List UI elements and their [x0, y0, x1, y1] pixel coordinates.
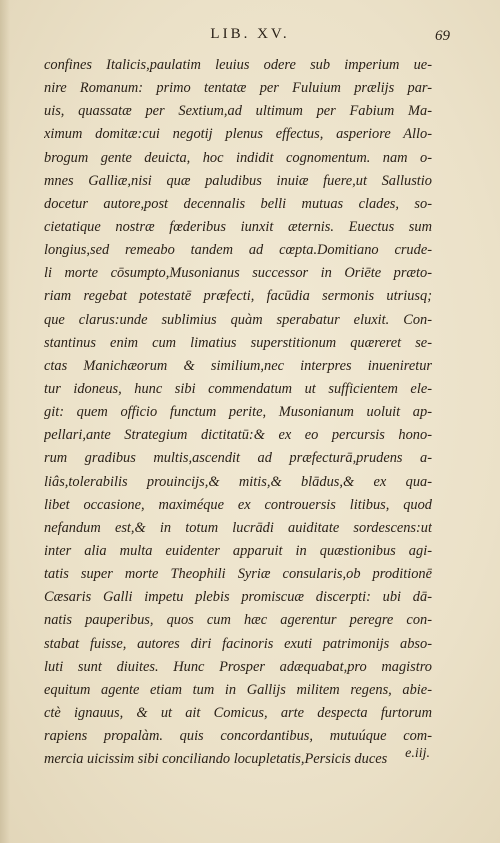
text-line: longius,sed remeabo tandem ad cœpta.Domitiano crude-	[44, 242, 432, 259]
body-text	[44, 54, 432, 771]
page-gutter-shadow	[0, 0, 10, 843]
text-line: rum gradibus multis,ascendit ad præfecturā,prudens a-	[44, 450, 432, 467]
text-line: docetur autore,post decennalis belli mutuas clades, so-	[44, 195, 432, 212]
text-line: rapiens propalàm. quis concordantibus, mutuúque com-	[44, 728, 432, 745]
text-line: li morte cōsumpto,Musonianus successor in Oriēte præto-	[44, 265, 432, 282]
text-line: stantinus enim cum limatius superstitionum quæreret se-	[44, 334, 432, 351]
text-line: mnes Galliæ,nisi quæ paludibus inuiæ fuere,ut Sallustio	[44, 172, 432, 189]
text-line: riam regebat potestatē præfecti, facūdia sermonis utriusq;	[44, 288, 432, 305]
text-line: mercia uicissim sibi conciliando locupletatis,Persicis duces	[44, 751, 388, 768]
text-line: git: quem officio functum perite, Musonianum uoluit ap-	[44, 404, 432, 421]
text-line: luti sunt diuites. Hunc Prosper adæquabat,pro magistro	[44, 658, 432, 675]
running-head: LIB. XV.	[210, 26, 290, 42]
text-line: pellari,ante Strategium dictitatū:& ex eo percursis hono-	[44, 427, 432, 444]
text-line: brogum gente deuicta, hoc indidit cognomentum. nam o-	[44, 149, 432, 166]
text-line: liâs,tolerabilis prouincijs,& mitis,& blādus,& ex qua-	[44, 473, 432, 490]
page-header	[0, 26, 500, 50]
catchword-signature: e.iij.	[405, 746, 430, 761]
text-line: tatis super morte Theophili Syriæ consularis,ob proditionē	[44, 566, 432, 583]
text-line: nefandum est,& in totum lucrādi auiditate sordescens:ut	[44, 519, 432, 536]
text-line: Cæsaris Galli impetu plebis promiscuæ discerpti: ubi dā-	[44, 589, 432, 606]
text-line: tur idoneus, hunc sibi commendatum ut sufficientem ele-	[44, 380, 432, 397]
text-line: stabat fuisse, autores diri facinoris exuti patrimonijs abso-	[44, 635, 432, 652]
text-line: ctas Manichæorum & similium,nec interpres inueniretur	[44, 357, 432, 374]
text-line: nire Romanum: primo tentatæ per Fuluium prælijs par-	[44, 80, 432, 97]
text-line: cietatique nostræ fœderibus iunxit æternis. Euectus sum	[44, 218, 432, 235]
text-line: uis, quassatæ per Sextium,ad ultimum per Fabium Ma-	[44, 103, 432, 120]
page-number: 69	[435, 28, 450, 44]
text-line: natis pauperibus, quos cum hæc agerentur peregre con-	[44, 612, 432, 629]
text-line: que clarus:unde sublimius quàm sperabatur eluxit. Con-	[44, 311, 432, 328]
text-line: libet occasione, maximéque ex controuersis litibus, quod	[44, 496, 432, 513]
text-line: equitum agente etiam tum in Gallijs militem regens, abie-	[44, 681, 432, 698]
text-line: ctè ignauus, & ut ait Comicus, arte despecta furtorum	[44, 704, 432, 721]
text-line: confines Italicis,paulatim leuius odere sub imperium ue-	[44, 57, 432, 73]
text-line: ximum domitæ:cui negotij plenus effectus, asperiore Allo-	[44, 126, 432, 143]
text-line: inter alia multa euidenter apparuit in quæstionibus agi-	[44, 542, 432, 559]
